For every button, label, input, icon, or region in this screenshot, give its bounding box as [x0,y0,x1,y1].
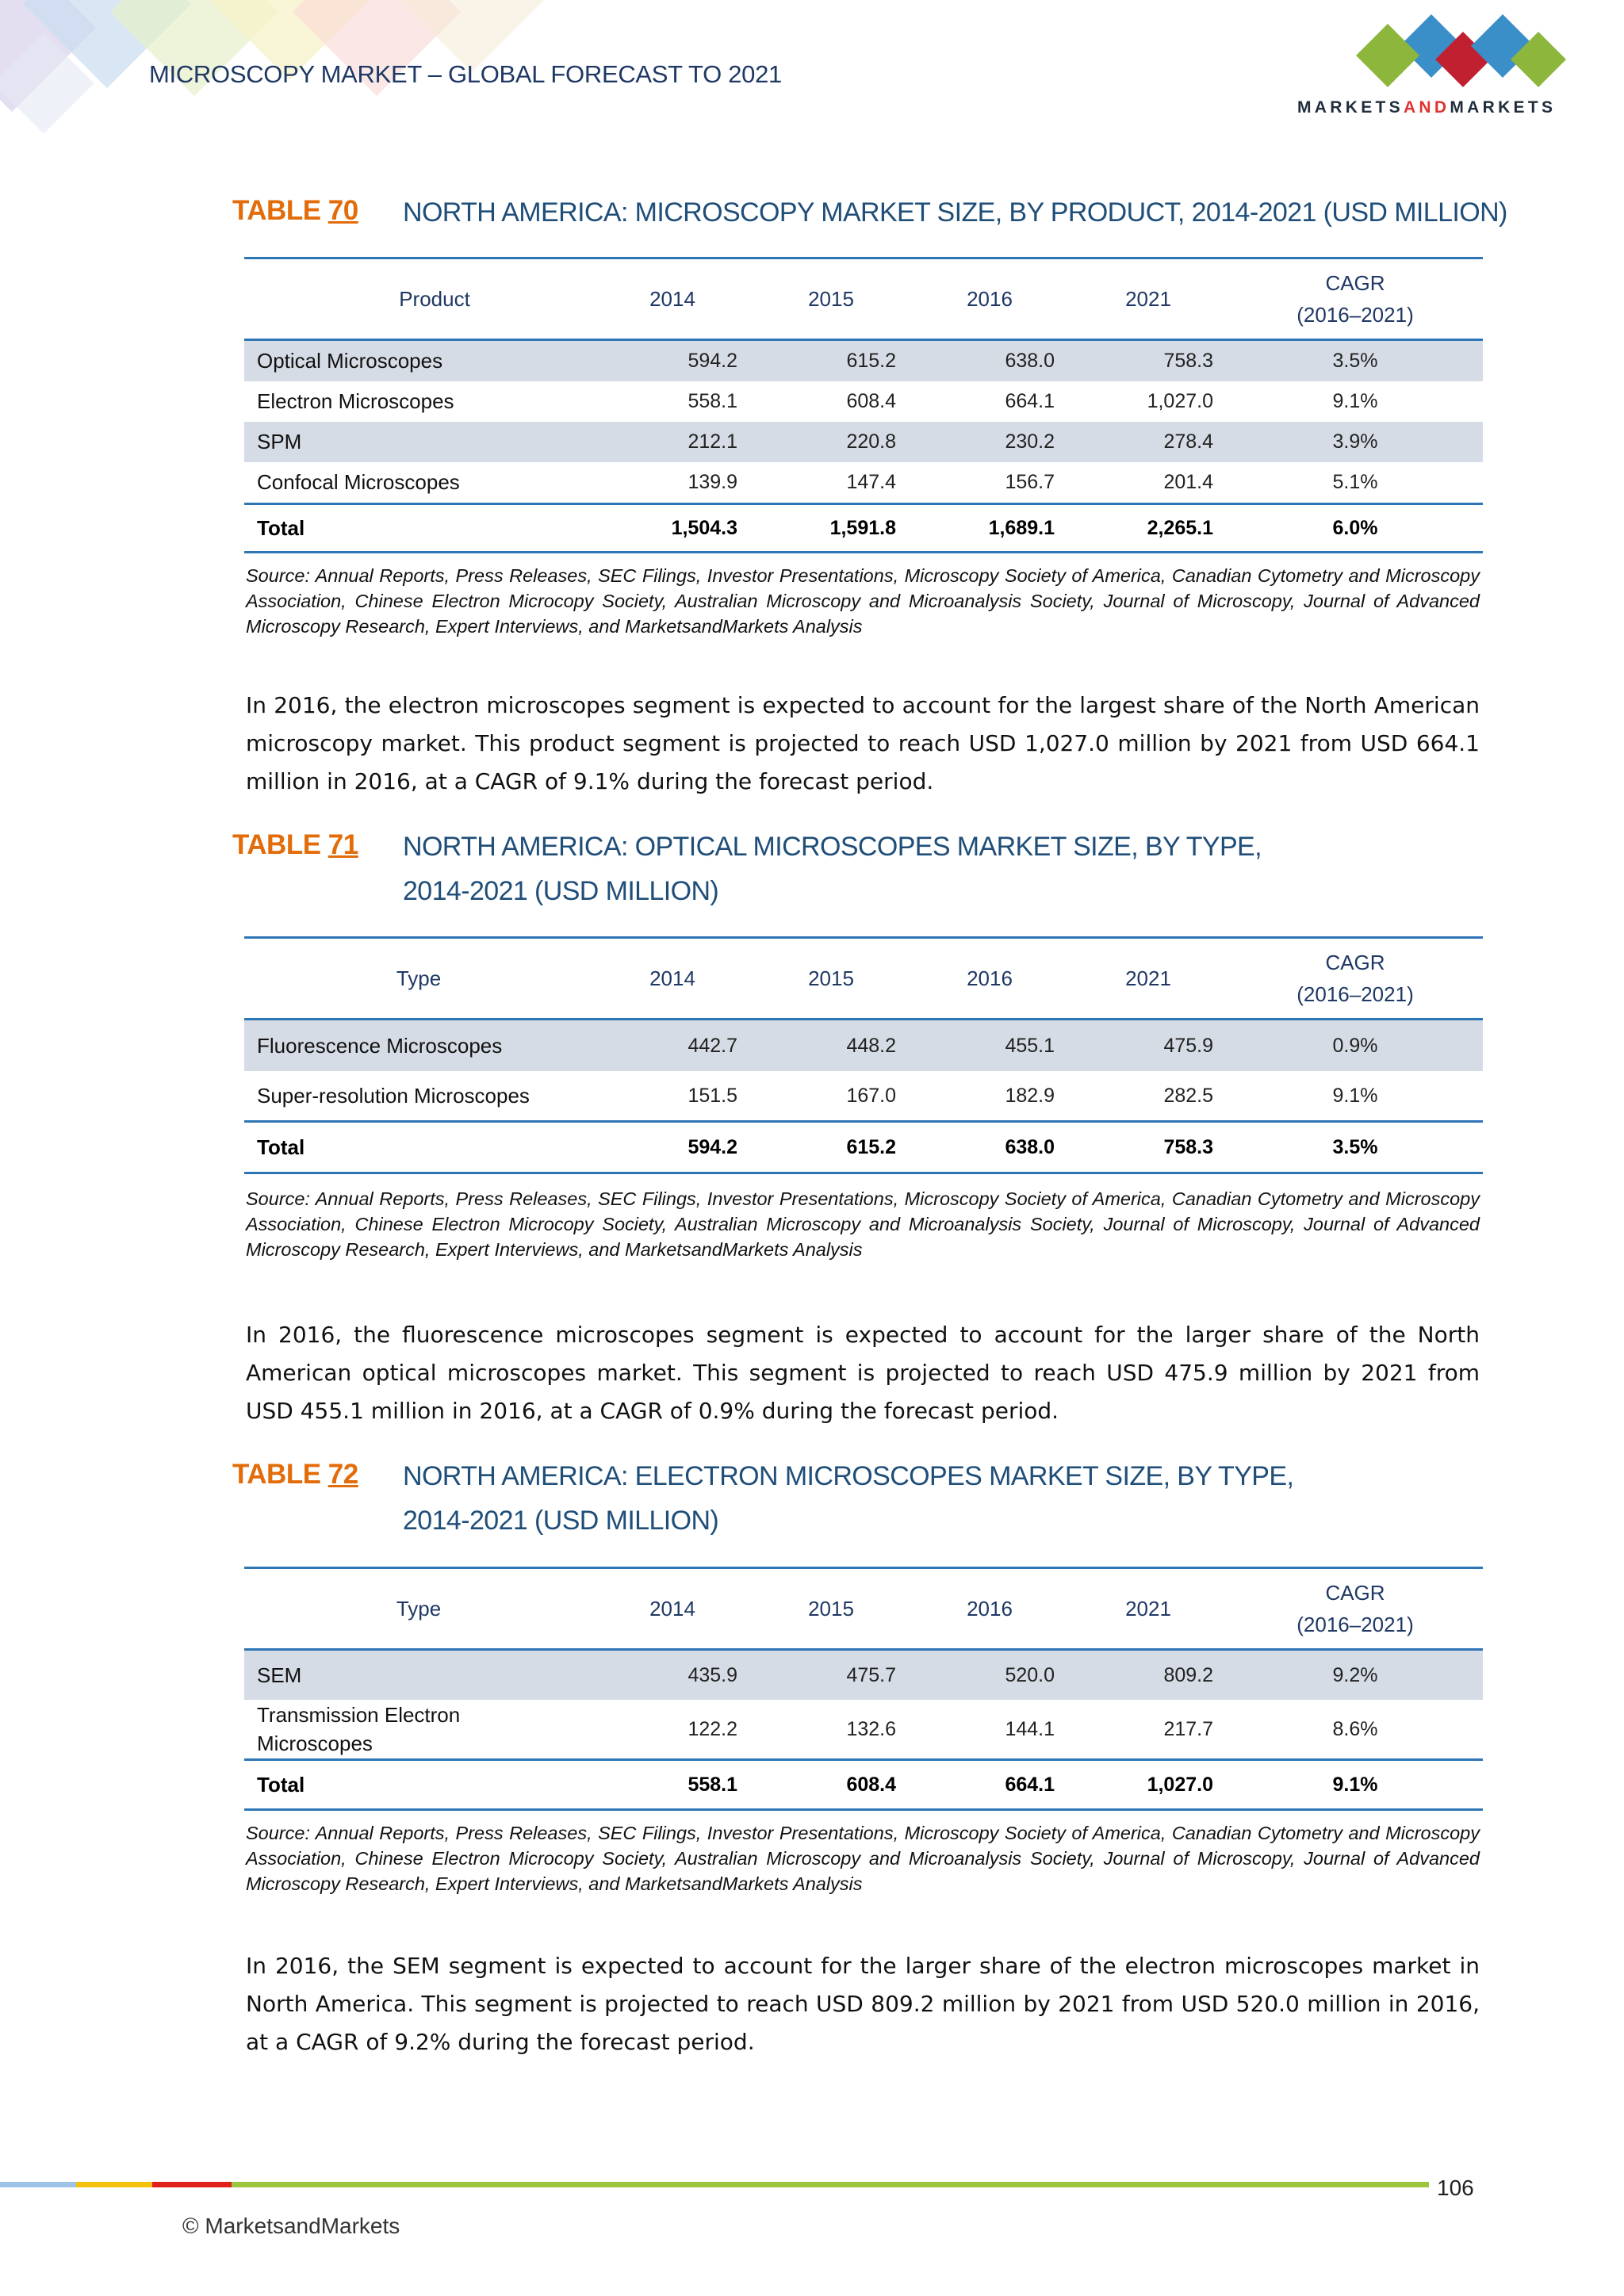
cell: 608.4 [752,1760,910,1810]
cell: 615.2 [752,1122,910,1173]
table-row [244,1650,1483,1701]
cell: 558.1 [593,1760,752,1810]
column-header: 2021 [1069,1568,1228,1650]
cell: 608.4 [846,390,896,412]
table-title: NORTH AMERICA: ELECTRON MICROSCOPES MARKET SIZE, BY TYPE, 2014-2021 (USD MILLION) [403,1461,1294,1536]
table-total-row [244,1760,1483,1810]
table-title: NORTH AMERICA: OPTICAL MICROSCOPES MARKET SIZE, BY TYPE, 2014-2021 (USD MILLION) [403,832,1262,906]
row-label: Optical Microscopes [244,340,593,382]
table-total-row [244,1122,1483,1173]
column-header: 2021 [1069,258,1228,340]
cell: 594.2 [593,1122,752,1173]
cell: 212.1 [593,422,752,462]
table-row [244,462,1483,504]
cell: 475.9 [1069,1020,1228,1072]
footer-bar-segment [76,2182,152,2187]
cell: 1,027.0 [1147,390,1213,412]
table-header-row [244,258,1483,340]
cell: 139.9 [688,471,737,493]
cell: 475.7 [752,1650,910,1701]
row-label: Fluorescence Microscopes [244,1020,593,1072]
cell: 615.2 [752,340,910,382]
table-row [244,1700,1483,1760]
table-row [244,422,1483,462]
footer-bar-segment [0,2182,76,2187]
row-label: Super-resolution Microscopes [257,1083,530,1108]
cell: 1,689.1 [910,504,1069,553]
footer-bar-segment [152,2182,232,2187]
cell: 1,504.3 [593,504,752,553]
table-header-row [244,1568,1483,1650]
body-paragraph: In 2016, the fluorescence microscopes segment is expected to account for the larger share of the North American optical microscopes market. This segment is projected to reach USD 475.9 million by 2021 from USD 455.1 million in 2016, at a CAGR of 0.9% during the forecast period. [246,1322,1480,1424]
cell: 442.7 [593,1020,752,1072]
table-label: TABLE 71 [232,829,358,860]
cell-cagr: 8.6% [1332,1717,1378,1740]
cell: 455.1 [910,1020,1069,1072]
cell: 147.4 [846,471,896,493]
cell: 278.4 [1069,422,1228,462]
table-row [244,1020,1483,1072]
cell-cagr: 3.5% [1228,1122,1483,1173]
table-header-row [244,938,1483,1020]
table-row [244,381,1483,422]
cell: 132.6 [846,1717,896,1740]
column-header: 2015 [752,258,910,340]
table-label: TABLE 72 [232,1459,358,1490]
column-header: 2014 [593,938,752,1020]
column-header: 2016 [910,938,1069,1020]
cell: 638.0 [910,1122,1069,1173]
table-label: TABLE 70 [232,195,358,226]
cell-cagr: 5.1% [1332,471,1378,493]
cell-cagr: 9.2% [1228,1650,1483,1701]
cell-cagr: 0.9% [1228,1020,1483,1072]
cell: 230.2 [910,422,1069,462]
source-note: Source: Annual Reports, Press Releases, SEC Filings, Investor Presentations, Microscopy Society of America, Canadian Cytometry and Microscopy Association, Chinese Electron Microcopy Society, Australian Microscopy and Microanalysis Society, Journal of Microscopy, Journal of Advanced Microscopy Research, Expert Interviews, and MarketsandMarkets Analysis [246,1823,1480,1894]
row-label: SEM [244,1650,593,1701]
copyright: © MarketsandMarkets [182,2214,400,2238]
cell: 664.1 [910,1760,1069,1810]
cell: 151.5 [688,1084,737,1107]
data-table [244,936,1483,1174]
data-table [244,1567,1483,1811]
column-header: 2016 [910,258,1069,340]
column-header: Type [244,938,593,1020]
row-label: Total [244,1122,593,1173]
cell: 1,027.0 [1069,1760,1228,1810]
cell: 664.1 [1005,390,1055,412]
column-header: 2016 [910,1568,1069,1650]
cell: 638.0 [910,340,1069,382]
source-note: Source: Annual Reports, Press Releases, SEC Filings, Investor Presentations, Microscopy Society of America, Canadian Cytometry and Microscopy Association, Chinese Electron Microcopy Society, Australian Microscopy and Microanalysis Society, Journal of Microscopy, Journal of Advanced Microscopy Research, Expert Interviews, and MarketsandMarkets Analysis [246,1188,1480,1260]
row-label: Electron Microscopes [257,389,454,413]
cell-cagr: 3.9% [1228,422,1483,462]
table-row [244,1071,1483,1122]
row-label: Total [244,504,593,553]
column-header: Type [244,1568,593,1650]
source-note: Source: Annual Reports, Press Releases, SEC Filings, Investor Presentations, Microscopy Society of America, Canadian Cytometry and Microscopy Association, Chinese Electron Microcopy Society, Australian Microscopy and Microanalysis Society, Journal of Microscopy, Journal of Advanced Microscopy Research, Expert Interviews, and MarketsandMarkets Analysis [246,565,1480,637]
column-header-cagr: CAGR (2016–2021) [1228,258,1483,340]
cell-cagr: 9.1% [1332,1084,1378,1107]
cell: 144.1 [1005,1717,1055,1740]
table-number-link[interactable]: 72 [327,1459,358,1490]
cell: 122.2 [688,1717,737,1740]
cell: 448.2 [752,1020,910,1072]
cell: 1,591.8 [752,504,910,553]
cell-cagr: 9.1% [1228,1760,1483,1810]
column-header: Product [244,258,593,340]
table-row [244,340,1483,382]
cell: 758.3 [1069,340,1228,382]
cell: 758.3 [1069,1122,1228,1173]
column-header: 2015 [752,938,910,1020]
column-header: 2014 [593,1568,752,1650]
cell: 220.8 [752,422,910,462]
column-header-cagr: CAGR (2016–2021) [1228,938,1483,1020]
body-paragraph: In 2016, the SEM segment is expected to account for the larger share of the electron microscopes market in North America. This segment is projected to reach USD 809.2 million by 2021 from USD 520.0 million in 2016, at a CAGR of 9.2% during the forecast period. [246,1953,1480,2055]
cell-cagr: 9.1% [1332,390,1378,412]
data-table [244,257,1483,553]
footer-bar-segment [232,2182,1429,2187]
cell: 2,265.1 [1069,504,1228,553]
column-header: 2014 [593,258,752,340]
column-header: 2015 [752,1568,910,1650]
cell-cagr: 3.5% [1228,340,1483,382]
cell: 520.0 [910,1650,1069,1701]
cell: 558.1 [688,390,737,412]
cell: 156.7 [1005,471,1055,493]
cell: 217.7 [1163,1717,1213,1740]
page-number: 106 [1437,2175,1474,2200]
document-title: MICROSCOPY MARKET – GLOBAL FORECAST TO 2021 [149,60,782,88]
row-label: SPM [244,422,593,462]
cell: 435.9 [593,1650,752,1701]
cell: 282.5 [1163,1084,1213,1107]
table-number-link[interactable]: 70 [327,195,358,226]
table-title: NORTH AMERICA: MICROSCOPY MARKET SIZE, BY PRODUCT, 2014-2021 (USD MILLION) [403,197,1507,228]
cell: 167.0 [846,1084,896,1107]
cell: 201.4 [1163,471,1213,493]
row-label: Transmission Electron Microscopes [257,1703,461,1755]
column-header-cagr: CAGR (2016–2021) [1228,1568,1483,1650]
cell: 182.9 [1005,1084,1055,1107]
row-label: Confocal Microscopes [257,470,460,494]
logo-wordmark: MARKETSANDMARKETS [1297,98,1557,117]
cell: 594.2 [593,340,752,382]
cell: 809.2 [1069,1650,1228,1701]
cell-cagr: 6.0% [1228,504,1483,553]
table-number-link[interactable]: 71 [327,829,358,860]
body-paragraph: In 2016, the electron microscopes segment is expected to account for the largest share of the North American microscopy market. This product segment is projected to reach USD 1,027.0 million by 2021 from USD 664.1 million in 2016, at a CAGR of 9.1% during the forecast period. [246,692,1480,794]
table-total-row [244,504,1483,553]
column-header: 2021 [1069,938,1228,1020]
row-label: Total [244,1760,593,1810]
